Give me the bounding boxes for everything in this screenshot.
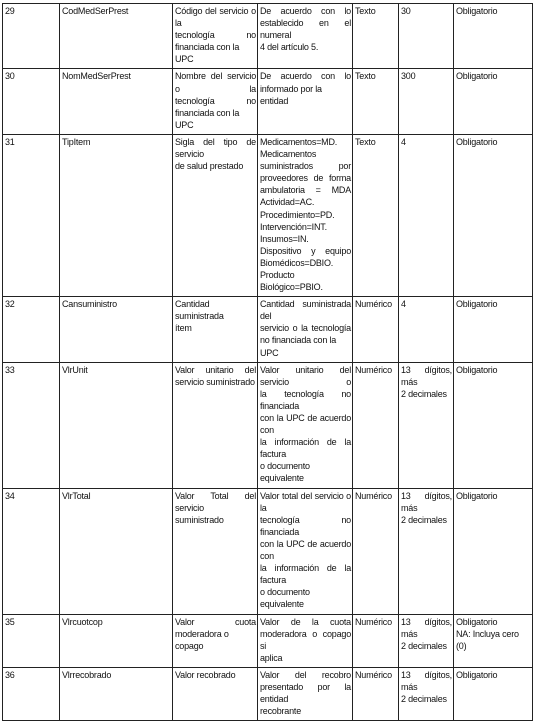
- field-allowed-values-line: Valor unitario del servicio o: [260, 364, 351, 387]
- field-description-line: Valor unitario del: [175, 364, 256, 375]
- field-allowed-values-line: servicio o la tecnología: [260, 323, 351, 334]
- field-description-line: Cantidad suministrada: [175, 299, 224, 322]
- field-allowed-values-line: aplica: [260, 652, 283, 663]
- field-length-line: 2 decimales: [401, 640, 447, 651]
- field-description: [173, 667, 258, 720]
- field-length-line: 13 dígitos, más: [401, 490, 452, 513]
- field-allowed-values: [258, 297, 353, 362]
- field-spec-body: [3, 4, 533, 721]
- field-requirement-line: Obligatorio: [456, 71, 498, 82]
- field-description-line: suministrado: [175, 514, 224, 525]
- field-allowed-values: [258, 488, 353, 614]
- field-description-line: financiada con la UPC: [175, 107, 240, 130]
- field-requirement-line: Obligatorio: [456, 364, 498, 375]
- field-requirement: [454, 667, 533, 720]
- field-description-line: financiada con la UPC: [175, 42, 240, 65]
- field-number: 36: [3, 667, 60, 720]
- field-length: 4: [399, 297, 454, 362]
- field-number: 33: [3, 362, 60, 488]
- field-allowed-values: [258, 362, 353, 488]
- field-type: Numérico: [353, 362, 399, 488]
- field-requirement: [454, 69, 533, 134]
- table-row: [3, 134, 533, 296]
- field-allowed-values-line: o documento equivalente: [260, 461, 310, 484]
- field-allowed-values-line: moderadora o copago si: [260, 628, 351, 651]
- field-description-line: Valor Total del servicio: [175, 490, 256, 513]
- field-description: [173, 362, 258, 488]
- field-length-line: 13 dígitos, más: [401, 364, 452, 387]
- field-allowed-values: [258, 69, 353, 134]
- field-name: Vlrrecobrado: [60, 667, 173, 720]
- field-description-line: de salud prestado: [175, 161, 244, 172]
- field-length: [399, 488, 454, 614]
- field-allowed-values-line: tecnología no financiada: [260, 514, 351, 537]
- field-description-line: tecnología no: [175, 30, 256, 41]
- field-type: Numérico: [353, 614, 399, 667]
- field-type: Numérico: [353, 297, 399, 362]
- field-type: Texto: [353, 69, 399, 134]
- field-description: [173, 488, 258, 614]
- field-description: [173, 134, 258, 296]
- field-number: 30: [3, 69, 60, 134]
- field-description-line: moderadora o copago: [175, 628, 229, 651]
- field-requirement: [454, 488, 533, 614]
- field-allowed-values-line: establecido en el numeral: [260, 18, 351, 41]
- field-requirement-line: Obligatorio: [456, 490, 498, 501]
- field-allowed-values-line: no financiada con la UPC: [260, 335, 337, 358]
- field-allowed-values-line: Valor total del servicio o la: [260, 490, 351, 513]
- field-allowed-values-line: la información de la factura: [260, 437, 351, 460]
- field-allowed-values-line: la información de la factura: [260, 563, 351, 586]
- field-type: Numérico: [353, 488, 399, 614]
- field-requirement-line: Obligatorio: [456, 669, 498, 680]
- field-allowed-values: [258, 614, 353, 667]
- field-requirement-line: Obligatorio: [456, 136, 498, 147]
- field-requirement: [454, 134, 533, 296]
- field-name: Cansuministro: [60, 297, 173, 362]
- field-length: [399, 614, 454, 667]
- field-length: [399, 667, 454, 720]
- field-requirement: [454, 297, 533, 362]
- field-description-line: Valor cuota: [175, 616, 256, 627]
- field-allowed-values-line: 4 del artículo 5.: [260, 42, 319, 53]
- table-row: [3, 297, 533, 362]
- field-requirement-line: Obligatorio: [456, 6, 498, 16]
- field-requirement: [454, 614, 533, 667]
- field-allowed-values-line: Intervención=INT.: [260, 221, 327, 232]
- field-type: Texto: [353, 4, 399, 69]
- field-name: TipItem: [60, 134, 173, 296]
- field-allowed-values-line: presentado por la entidad: [260, 681, 351, 705]
- field-type: Numérico: [353, 667, 399, 720]
- field-number: 31: [3, 134, 60, 296]
- field-allowed-values-line: Actividad=AC.: [260, 197, 315, 208]
- table-row: [3, 69, 533, 134]
- field-description: [173, 69, 258, 134]
- field-number: 35: [3, 614, 60, 667]
- field-allowed-values-line: Biomédicos=DBIO.: [260, 257, 334, 268]
- field-allowed-values-line: Valor de la cuota: [260, 616, 351, 627]
- table-row: [3, 4, 533, 69]
- field-allowed-values-line: recobrante: [260, 706, 302, 717]
- field-requirement-line: Obligatorio: [456, 616, 498, 627]
- field-allowed-values-line: Medicamentos=MD.: [260, 136, 338, 147]
- field-allowed-values: [258, 134, 353, 296]
- field-length-line: 2 decimales: [401, 694, 447, 705]
- field-allowed-values-line: Producto Biológico=PBIO.: [260, 269, 323, 293]
- field-length: [399, 362, 454, 488]
- field-description-line: servicio suministrado: [175, 376, 255, 387]
- field-description-line: Sigla del tipo de servicio: [175, 136, 256, 160]
- field-description: [173, 297, 258, 362]
- table-row: [3, 614, 533, 667]
- field-allowed-values-line: Insumos=IN.: [260, 233, 309, 244]
- field-name: VlrTotal: [60, 488, 173, 614]
- field-length: 30: [399, 4, 454, 69]
- field-allowed-values-line: la tecnología no financiada: [260, 388, 351, 411]
- field-type: Texto: [353, 134, 399, 296]
- field-number: 34: [3, 488, 60, 614]
- field-allowed-values-line: ambulatoria = MDA: [260, 185, 351, 196]
- field-allowed-values-line: o documento equivalente: [260, 587, 310, 610]
- field-name: CodMedSerPrest: [60, 4, 173, 69]
- field-requirement-line: NA: Incluya cero (0): [456, 628, 519, 651]
- field-length: 4: [399, 134, 454, 296]
- field-allowed-values-line: De acuerdo con lo: [260, 6, 351, 16]
- field-allowed-values-line: Dispositivo y equipo: [260, 245, 351, 256]
- field-description-line: ítem: [175, 323, 192, 334]
- field-length-line: 13 dígitos, más: [401, 669, 452, 692]
- field-allowed-values: [258, 4, 353, 69]
- field-description: [173, 4, 258, 69]
- field-allowed-values-line: Valor del recobro: [260, 669, 351, 680]
- field-allowed-values-line: Medicamentos: [260, 149, 317, 160]
- field-allowed-values-line: proveedores de forma: [260, 173, 351, 184]
- field-description-line: tecnología no: [175, 95, 256, 106]
- field-description-line: Código del servicio o la: [175, 6, 256, 29]
- field-length: 300: [399, 69, 454, 134]
- field-name: Vlrcuotcop: [60, 614, 173, 667]
- field-description-line: Valor recobrado: [175, 669, 236, 680]
- field-description-line: Nombre del servicio o la: [175, 71, 256, 94]
- field-name: VlrUnit: [60, 362, 173, 488]
- table-row: [3, 667, 533, 720]
- field-allowed-values: [258, 667, 353, 720]
- field-length-line: 2 decimales: [401, 514, 447, 525]
- field-spec-table: [2, 3, 533, 721]
- table-row: [3, 488, 533, 614]
- field-allowed-values-line: De acuerdo con lo: [260, 71, 351, 82]
- field-requirement: [454, 362, 533, 488]
- field-allowed-values-line: con la UPC de acuerdo con: [260, 413, 351, 436]
- field-length-line: 2 decimales: [401, 388, 447, 399]
- field-allowed-values-line: Cantidad suministrada del: [260, 299, 351, 322]
- field-allowed-values-line: Procedimiento=PD.: [260, 209, 335, 220]
- field-requirement: [454, 4, 533, 69]
- field-description: [173, 614, 258, 667]
- table-row: [3, 362, 533, 488]
- field-number: 29: [3, 4, 60, 69]
- field-length-line: 13 dígitos, más: [401, 616, 452, 639]
- field-name: NomMedSerPrest: [60, 69, 173, 134]
- field-allowed-values-line: suministrados por: [260, 161, 351, 172]
- field-allowed-values-line: informado por la entidad: [260, 83, 322, 106]
- field-number: 32: [3, 297, 60, 362]
- field-allowed-values-line: con la UPC de acuerdo con: [260, 538, 351, 562]
- field-requirement-line: Obligatorio: [456, 299, 498, 310]
